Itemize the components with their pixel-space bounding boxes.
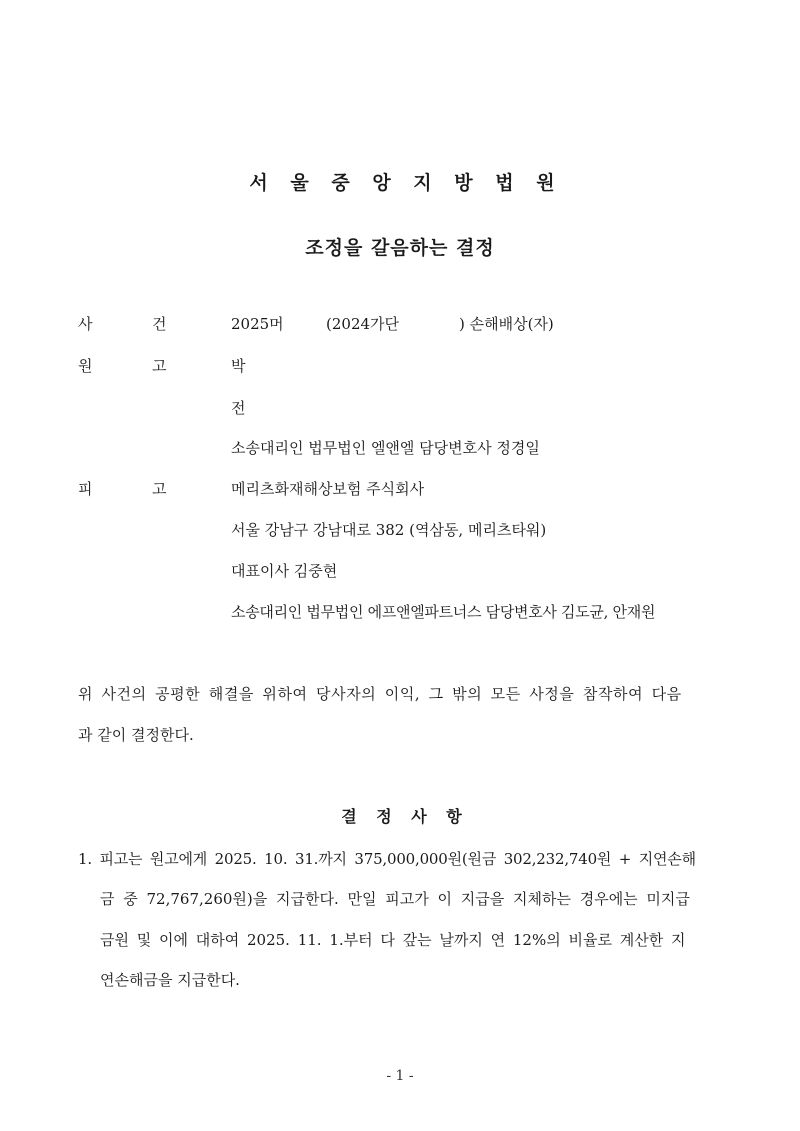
case-label-1: 사: [78, 315, 93, 333]
plaintiff-label-1: 원: [78, 357, 93, 375]
defendant-address: 서울 강남구 강남대로 382 (역삼동, 메리츠타워): [231, 521, 547, 539]
plaintiff-label-2: 고: [152, 357, 167, 375]
case-label-2: 건: [152, 315, 167, 333]
plaintiff-name-1: 박: [231, 357, 246, 375]
case-name: ) 손해배상(자): [459, 315, 554, 333]
decision-section-title: 결 정 사 항: [341, 807, 469, 826]
original-case-number: (2024가단: [326, 315, 400, 333]
intro-line-2: 과 같이 결정한다.: [78, 726, 194, 744]
case-number: 2025머: [231, 315, 284, 333]
decision-item-1-line-1: 1. 피고는 원고에게 2025. 10. 31.까지 375,000,000원(원금 302,232,740원 + 지연손해: [78, 850, 696, 868]
decision-item-1-line-4: 연손해금을 지급한다.: [100, 971, 240, 989]
plaintiff-name-2: 전: [231, 399, 246, 417]
decision-item-1-line-2: 금 중 72,767,260원)을 지급한다. 만일 피고가 이 지급을 지체하는 경우에는 미지급: [100, 890, 690, 908]
defendant-label-1: 피: [78, 480, 93, 498]
defendant-representative: 대표이사 김중현: [231, 562, 338, 580]
intro-line-1: 위 사건의 공평한 해결을 위하여 당사자의 이익, 그 밖의 모든 사정을 참작하여 다음: [78, 685, 682, 703]
plaintiff-attorney: 소송대리인 법무법인 엘앤엘 담당변호사 정경일: [231, 439, 540, 457]
defendant-label-2: 고: [152, 480, 167, 498]
defendant-row: [0, 478, 800, 500]
court-name: 서 울 중 앙 지 방 법 원: [249, 172, 563, 194]
decision-item-1-line-3: 금원 및 이에 대하여 2025. 11. 1.부터 다 갚는 날까지 연 12%의 비율로 계산한 지: [100, 931, 686, 949]
case-row: [0, 313, 800, 335]
page-number: - 1 -: [386, 1068, 414, 1084]
document-title: 조정을 갈음하는 결정: [305, 237, 495, 259]
defendant-name: 메리츠화재해상보험 주식회사: [231, 480, 425, 498]
plaintiff-row: [0, 355, 800, 377]
defendant-attorney: 소송대리인 법무법인 에프앤엘파트너스 담당변호사 김도균, 안재원: [231, 603, 656, 621]
